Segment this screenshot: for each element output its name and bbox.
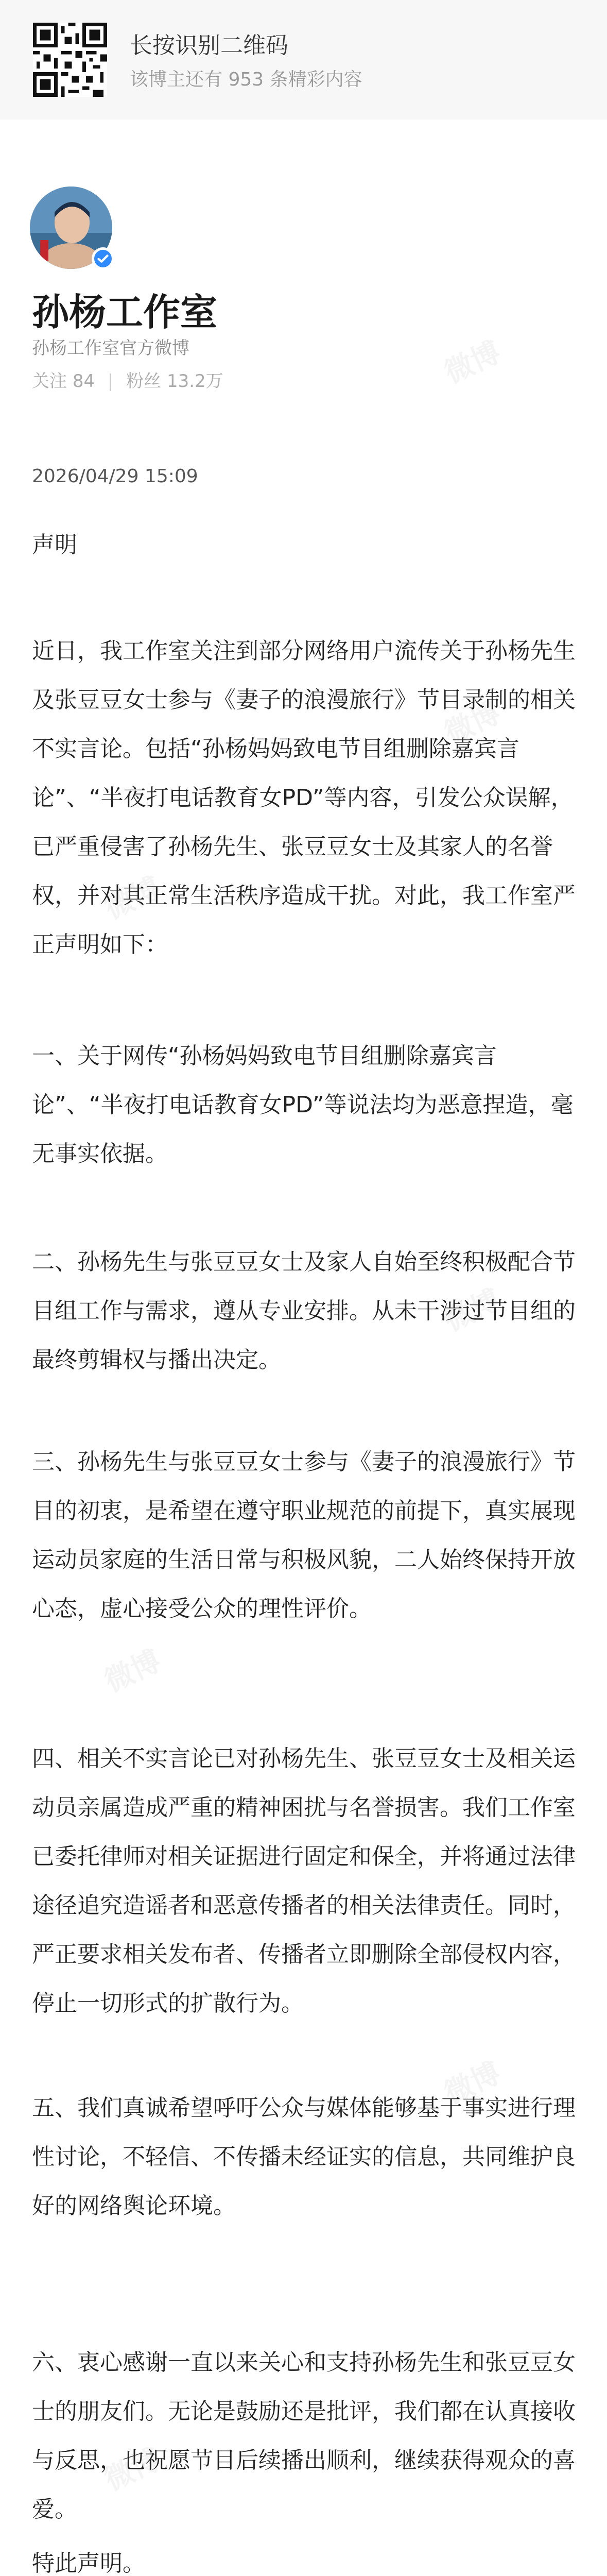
qr-banner-top[interactable] — [0, 0, 607, 120]
post-paragraph-5: 五、我们真诚希望呼吁公众与媒体能够基于事实进行理性讨论，不轻信、不传播未经证实的信息，共同维护良好的网络舆论环境。 — [32, 2095, 576, 2219]
watermark — [97, 1638, 166, 1700]
fans-count[interactable]: 13.2万 — [166, 371, 223, 392]
follow-label: 关注 — [32, 371, 67, 392]
verified-badge-icon — [92, 247, 114, 270]
fans-label: 粉丝 — [126, 371, 162, 392]
post-paragraph-2: 二、孙杨先生与张豆豆女士及家人自始至终积极配合节目组工作与需求，遵从专业安排。从未干涉过节目组的最终剪辑权与播出决定。 — [32, 1249, 576, 1373]
post-paragraph-6: 六、衷心感谢一直以来关心和支持孙杨先生和张豆豆女士的朋友们。无论是鼓励还是批评，我们都在认真接收与反思，也祝愿节目后续播出顺利，继续获得观众的喜爱。 — [32, 2349, 576, 2522]
post-title: 声明 — [32, 532, 77, 558]
post-paragraph-3: 三、孙杨先生与张豆豆女士参与《妻子的浪漫旅行》节目的初衷，是希望在遵守职业规范的前提下，真实展现运动员家庭的生活日常与积极风貌，二人始终保持开放心态，虚心接受公众的理性评价。 — [32, 1449, 576, 1622]
post-paragraph-4: 四、相关不实言论已对孙杨先生、张豆豆女士及相关运动员亲属造成严重的精神困扰与名誉损害。我们工作室已委托律师对相关证据进行固定和保全，并将通过法律途径追究造谣者和恶意传播者的相关法律责任。同时，严正要求相关发布者、传播者立即删除全部侵权内容，停止一切形式的扩散行为。 — [32, 1745, 576, 2016]
watermark — [437, 330, 506, 392]
banner-title: 长按识别二维码 — [130, 32, 288, 59]
follow-count[interactable]: 84 — [72, 371, 95, 392]
profile-description: 孙杨工作室官方微博 — [32, 338, 189, 359]
qr-code-small-icon[interactable] — [33, 23, 107, 97]
profile-name[interactable]: 孙杨工作室 — [32, 291, 218, 334]
post-closing: 特此声明。 — [32, 2550, 145, 2576]
banner-subtitle: 该博主还有 953 条精彩内容 — [130, 69, 362, 90]
post-paragraph-1: 一、关于网传“孙杨妈妈致电节目组删除嘉宾言论”、“半夜打电话教育女PD”等说法均为恶意捏造，毫无事实依据。 — [32, 1043, 574, 1167]
post-paragraph-intro: 近日，我工作室关注到部分网络用户流传关于孙杨先生及张豆豆女士参与《妻子的浪漫旅行》节目录制的相关不实言论。包括“孙杨妈妈致电节目组删除嘉宾言论”、“半夜打电话教育女PD”等内容，引发公众误解，已严重侵害了孙杨先生、张豆豆女士及其家人的名誉权，并对其正常生活秩序造成干扰。对此，我工作室严正声明如下： — [32, 638, 576, 958]
post-timestamp: 2026/04/29 15:09 — [32, 466, 198, 487]
profile-stats — [32, 367, 223, 392]
stats-divider: | — [107, 371, 114, 392]
